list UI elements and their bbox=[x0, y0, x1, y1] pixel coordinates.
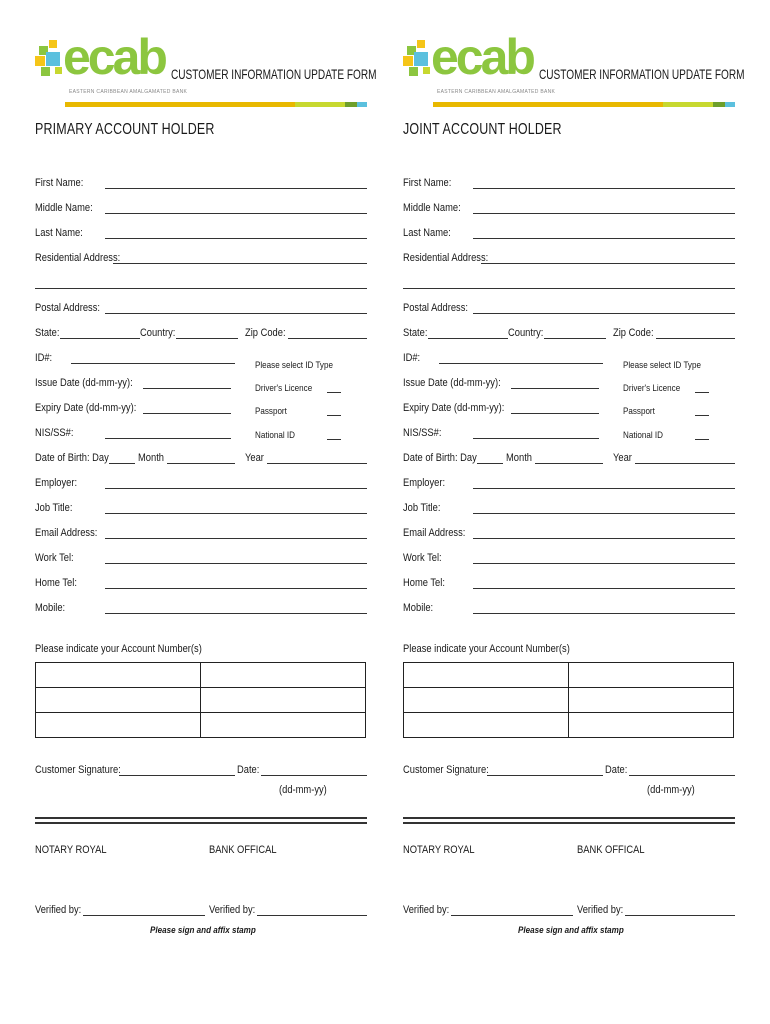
first-name-field[interactable] bbox=[105, 188, 367, 189]
stamp-note: Please sign and affix stamp bbox=[518, 925, 624, 936]
primary-account-holder-column bbox=[33, 0, 377, 1024]
customer-signature-field[interactable] bbox=[119, 775, 235, 776]
issue-date-field[interactable] bbox=[511, 388, 599, 389]
residential-address-field-line2[interactable] bbox=[35, 288, 367, 289]
account-number-cell[interactable] bbox=[404, 688, 569, 713]
issue-date-field[interactable] bbox=[143, 388, 231, 389]
country-label: Country: bbox=[140, 327, 176, 339]
first-name-label: First Name: bbox=[403, 177, 452, 189]
id-label: ID#: bbox=[403, 352, 421, 364]
zip-code-label: Zip Code: bbox=[245, 327, 286, 339]
logo-square-icon bbox=[55, 67, 62, 74]
employer-field[interactable] bbox=[105, 488, 367, 489]
id-field[interactable] bbox=[71, 363, 235, 364]
customer-signature-label: Customer Signature: bbox=[403, 764, 489, 776]
email-label: Email Address: bbox=[403, 527, 466, 539]
expiry-date-label: Expiry Date (dd-mm-yy): bbox=[35, 402, 137, 414]
dob-day-field[interactable] bbox=[109, 463, 135, 464]
brand-stripe bbox=[663, 102, 713, 107]
work-tel-label: Work Tel: bbox=[35, 552, 74, 564]
dob-day-label: Date of Birth: Day bbox=[35, 452, 109, 464]
notary-royal-label: NOTARY ROYAL bbox=[35, 844, 107, 856]
job-title-label: Job Title: bbox=[403, 502, 441, 514]
nis-label: NIS/SS#: bbox=[403, 427, 442, 439]
state-field[interactable] bbox=[60, 338, 140, 339]
section-divider bbox=[35, 817, 367, 824]
bank-official-label: BANK OFFICAL bbox=[577, 844, 645, 856]
national-id-checkbox[interactable] bbox=[327, 439, 341, 440]
account-number-cell[interactable] bbox=[569, 663, 734, 688]
middle-name-label: Middle Name: bbox=[403, 202, 461, 214]
bank-verified-field[interactable] bbox=[625, 915, 735, 916]
home-tel-label: Home Tel: bbox=[35, 577, 77, 589]
country-field[interactable] bbox=[176, 338, 238, 339]
mobile-field[interactable] bbox=[105, 613, 367, 614]
dob-year-label: Year bbox=[613, 452, 632, 464]
zip-code-label: Zip Code: bbox=[613, 327, 654, 339]
last-name-field[interactable] bbox=[105, 238, 367, 239]
dob-year-label: Year bbox=[245, 452, 264, 464]
home-tel-field[interactable] bbox=[105, 588, 367, 589]
residential-address-label: Residential Address: bbox=[35, 252, 121, 264]
residential-address-field[interactable] bbox=[113, 263, 367, 264]
logo-square-icon bbox=[46, 52, 60, 66]
bank-tagline: EASTERN CARIBBEAN AMALGAMATED BANK bbox=[437, 89, 556, 95]
brand-stripe bbox=[65, 102, 295, 107]
account-number-prompt: Please indicate your Account Number(s) bbox=[35, 643, 202, 655]
dob-month-label: Month bbox=[506, 452, 532, 464]
section-divider bbox=[403, 817, 735, 824]
issue-date-label: Issue Date (dd-mm-yy): bbox=[35, 377, 133, 389]
notary-verified-label: Verified by: bbox=[35, 904, 82, 916]
account-number-cell[interactable] bbox=[404, 713, 569, 738]
employer-field[interactable] bbox=[473, 488, 735, 489]
notary-verified-label: Verified by: bbox=[403, 904, 450, 916]
nis-field[interactable] bbox=[473, 438, 599, 439]
state-label: State: bbox=[403, 327, 428, 339]
logo-square-icon bbox=[49, 40, 57, 48]
date-format-hint: (dd-mm-yy) bbox=[279, 784, 327, 796]
customer-signature-field[interactable] bbox=[487, 775, 603, 776]
bank-verified-label: Verified by: bbox=[209, 904, 256, 916]
brand-stripe bbox=[357, 102, 367, 107]
account-number-table bbox=[35, 662, 366, 738]
brand-stripe bbox=[345, 102, 357, 107]
state-label: State: bbox=[35, 327, 60, 339]
dob-day-field[interactable] bbox=[477, 463, 503, 464]
brand-stripe bbox=[713, 102, 725, 107]
expiry-date-label: Expiry Date (dd-mm-yy): bbox=[403, 402, 505, 414]
postal-address-field[interactable] bbox=[105, 313, 367, 314]
employer-label: Employer: bbox=[35, 477, 78, 489]
drivers-licence-option: Driver's Licence bbox=[623, 383, 681, 394]
home-tel-label: Home Tel: bbox=[403, 577, 445, 589]
job-title-field[interactable] bbox=[473, 513, 735, 514]
account-number-cell[interactable] bbox=[569, 713, 734, 738]
zip-code-field[interactable] bbox=[656, 338, 735, 339]
signature-date-label: Date: bbox=[605, 764, 628, 776]
account-number-cell[interactable] bbox=[201, 688, 366, 713]
dob-month-label: Month bbox=[138, 452, 164, 464]
expiry-date-field[interactable] bbox=[143, 413, 231, 414]
dob-year-field[interactable] bbox=[635, 463, 735, 464]
brand-stripe bbox=[725, 102, 735, 107]
logo-wordmark: ecab bbox=[63, 29, 165, 85]
dob-month-field[interactable] bbox=[167, 463, 235, 464]
account-number-cell[interactable] bbox=[201, 663, 366, 688]
signature-date-label: Date: bbox=[237, 764, 260, 776]
residential-address-field-line2[interactable] bbox=[403, 288, 735, 289]
logo-square-icon bbox=[423, 67, 430, 74]
account-number-table bbox=[403, 662, 734, 738]
residential-address-label: Residential Address: bbox=[403, 252, 489, 264]
job-title-label: Job Title: bbox=[35, 502, 73, 514]
national-id-checkbox[interactable] bbox=[695, 439, 709, 440]
logo-wordmark: ecab bbox=[431, 29, 533, 85]
drivers-licence-checkbox[interactable] bbox=[327, 392, 341, 393]
email-field[interactable] bbox=[105, 538, 367, 539]
country-field[interactable] bbox=[544, 338, 606, 339]
brand-stripe bbox=[295, 102, 345, 107]
logo-square-icon bbox=[414, 52, 428, 66]
signature-date-field[interactable] bbox=[261, 775, 367, 776]
id-field[interactable] bbox=[439, 363, 603, 364]
account-number-cell[interactable] bbox=[569, 688, 734, 713]
last-name-field[interactable] bbox=[473, 238, 735, 239]
date-format-hint: (dd-mm-yy) bbox=[647, 784, 695, 796]
section-heading: JOINT ACCOUNT HOLDER bbox=[403, 121, 562, 138]
notary-verified-field[interactable] bbox=[83, 915, 205, 916]
mobile-field[interactable] bbox=[473, 613, 735, 614]
employer-label: Employer: bbox=[403, 477, 446, 489]
brand-stripe bbox=[433, 102, 663, 107]
logo-square-icon bbox=[403, 56, 413, 66]
id-label: ID#: bbox=[35, 352, 53, 364]
work-tel-field[interactable] bbox=[105, 563, 367, 564]
account-number-cell[interactable] bbox=[201, 713, 366, 738]
logo-square-icon bbox=[35, 56, 45, 66]
middle-name-field[interactable] bbox=[105, 213, 367, 214]
signature-date-field[interactable] bbox=[629, 775, 735, 776]
job-title-field[interactable] bbox=[105, 513, 367, 514]
account-number-cell[interactable] bbox=[404, 663, 569, 688]
passport-option: Passport bbox=[623, 406, 655, 417]
mobile-label: Mobile: bbox=[35, 602, 66, 614]
passport-checkbox[interactable] bbox=[695, 415, 709, 416]
drivers-licence-option: Driver's Licence bbox=[255, 383, 313, 394]
joint-account-holder-column bbox=[401, 0, 745, 1024]
stamp-note: Please sign and affix stamp bbox=[150, 925, 256, 936]
mobile-label: Mobile: bbox=[403, 602, 434, 614]
customer-signature-label: Customer Signature: bbox=[35, 764, 121, 776]
home-tel-field[interactable] bbox=[473, 588, 735, 589]
drivers-licence-checkbox[interactable] bbox=[695, 392, 709, 393]
bank-verified-field[interactable] bbox=[257, 915, 367, 916]
dob-day-label: Date of Birth: Day bbox=[403, 452, 477, 464]
ecab-logo bbox=[401, 29, 541, 92]
middle-name-field[interactable] bbox=[473, 213, 735, 214]
email-field[interactable] bbox=[473, 538, 735, 539]
national-id-option: National ID bbox=[623, 430, 663, 441]
email-label: Email Address: bbox=[35, 527, 98, 539]
postal-address-label: Postal Address: bbox=[35, 302, 100, 314]
work-tel-label: Work Tel: bbox=[403, 552, 442, 564]
zip-code-field[interactable] bbox=[288, 338, 367, 339]
notary-verified-field[interactable] bbox=[451, 915, 573, 916]
section-heading: PRIMARY ACCOUNT HOLDER bbox=[35, 121, 215, 138]
passport-option: Passport bbox=[255, 406, 287, 417]
form-title: CUSTOMER INFORMATION UPDATE FORM bbox=[539, 66, 745, 82]
dob-month-field[interactable] bbox=[535, 463, 603, 464]
residential-address-field[interactable] bbox=[481, 263, 735, 264]
bank-verified-label: Verified by: bbox=[577, 904, 624, 916]
nis-label: NIS/SS#: bbox=[35, 427, 74, 439]
middle-name-label: Middle Name: bbox=[35, 202, 93, 214]
id-type-prompt: Please select ID Type bbox=[623, 360, 701, 371]
first-name-field[interactable] bbox=[473, 188, 735, 189]
state-field[interactable] bbox=[428, 338, 508, 339]
passport-checkbox[interactable] bbox=[327, 415, 341, 416]
first-name-label: First Name: bbox=[35, 177, 84, 189]
account-number-cell[interactable] bbox=[36, 713, 201, 738]
country-label: Country: bbox=[508, 327, 544, 339]
form-title: CUSTOMER INFORMATION UPDATE FORM bbox=[171, 66, 377, 82]
ecab-logo bbox=[33, 29, 173, 92]
last-name-label: Last Name: bbox=[35, 227, 83, 239]
dob-year-field[interactable] bbox=[267, 463, 367, 464]
last-name-label: Last Name: bbox=[403, 227, 451, 239]
account-number-prompt: Please indicate your Account Number(s) bbox=[403, 643, 570, 655]
bank-tagline: EASTERN CARIBBEAN AMALGAMATED BANK bbox=[69, 89, 188, 95]
nis-field[interactable] bbox=[105, 438, 231, 439]
id-type-prompt: Please select ID Type bbox=[255, 360, 333, 371]
national-id-option: National ID bbox=[255, 430, 295, 441]
expiry-date-field[interactable] bbox=[511, 413, 599, 414]
account-number-cell[interactable] bbox=[36, 688, 201, 713]
postal-address-field[interactable] bbox=[473, 313, 735, 314]
account-number-cell[interactable] bbox=[36, 663, 201, 688]
logo-square-icon bbox=[417, 40, 425, 48]
logo-square-icon bbox=[41, 67, 50, 76]
work-tel-field[interactable] bbox=[473, 563, 735, 564]
postal-address-label: Postal Address: bbox=[403, 302, 468, 314]
issue-date-label: Issue Date (dd-mm-yy): bbox=[403, 377, 501, 389]
logo-square-icon bbox=[409, 67, 418, 76]
bank-official-label: BANK OFFICAL bbox=[209, 844, 277, 856]
notary-royal-label: NOTARY ROYAL bbox=[403, 844, 475, 856]
